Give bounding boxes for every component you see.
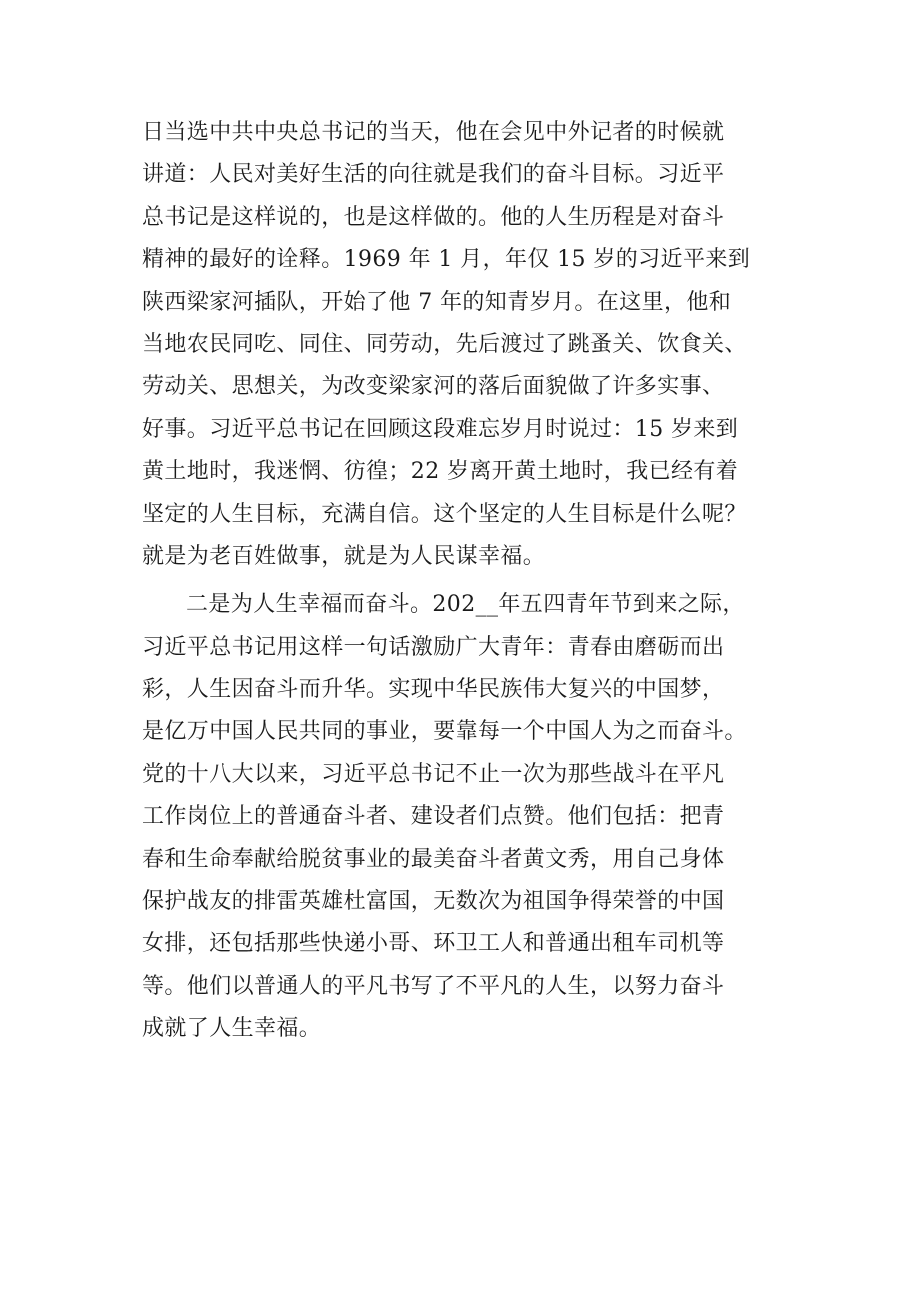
text-line: 就是为老百姓做事，就是为人民谋幸福。 bbox=[142, 543, 546, 569]
text-line: 好事。习近平总书记在回顾这段难忘岁月时说过：15 岁来到 bbox=[142, 416, 739, 442]
text-line: 党的十八大以来，习近平总书记不止一次为那些战斗在平凡 bbox=[142, 761, 725, 787]
text-line: 女排，还包括那些快递小哥、环卫工人和普通出租车司机等 bbox=[142, 931, 725, 957]
text-line: 习近平总书记用这样一句话激励广大青年：青春由磨砺而出 bbox=[142, 634, 725, 660]
text-line: 陕西梁家河插队，开始了他 7 年的知青岁月。在这里，他和 bbox=[142, 289, 732, 315]
text-line: 成就了人生幸福。 bbox=[142, 1016, 322, 1042]
text-line: 工作岗位上的普通奋斗者、建设者们点赞。他们包括：把青 bbox=[142, 804, 725, 830]
text-line: 彩，人生因奋斗而升华。实现中华民族伟大复兴的中国梦， bbox=[142, 677, 725, 703]
text-line-first-indented: 二是为人生幸福而奋斗。202__年五四青年节到来之际， bbox=[186, 592, 745, 618]
text-line: 劳动关、思想关，为改变梁家河的落后面貌做了许多实事、 bbox=[142, 374, 725, 400]
text-line: 日当选中共中央总书记的当天，他在会见中外记者的时候就 bbox=[142, 120, 725, 145]
text-line: 精神的最好的诠释。1969 年 1 月，年仅 15 岁的习近平来到 bbox=[142, 247, 751, 273]
text-line: 等。他们以普通人的平凡书写了不平凡的人生，以努力奋斗 bbox=[142, 973, 725, 999]
document-body bbox=[142, 112, 802, 1051]
text-line: 当地农民同吃、同住、同劳动，先后渡过了跳蚤关、饮食关、 bbox=[142, 331, 747, 357]
paragraph-continued bbox=[142, 112, 802, 578]
text-line: 是亿万中国人民共同的事业，要靠每一个中国人为之而奋斗。 bbox=[142, 719, 747, 745]
text-line: 总书记是这样说的，也是这样做的。他的人生历程是对奋斗 bbox=[142, 204, 725, 230]
text-line: 黄土地时，我迷惘、彷徨；22 岁离开黄土地时，我已经有着 bbox=[142, 459, 739, 485]
paragraph-second bbox=[142, 584, 802, 1050]
text-line: 讲道：人民对美好生活的向往就是我们的奋斗目标。习近平 bbox=[142, 162, 725, 188]
text-line: 春和生命奉献给脱贫事业的最美奋斗者黄文秀，用自己身体 bbox=[142, 846, 725, 872]
text-line: 保护战友的排雷英雄杜富国，无数次为祖国争得荣誉的中国 bbox=[142, 889, 725, 915]
text-line: 坚定的人生目标，充满自信。这个坚定的人生目标是什么呢？ bbox=[142, 501, 747, 527]
